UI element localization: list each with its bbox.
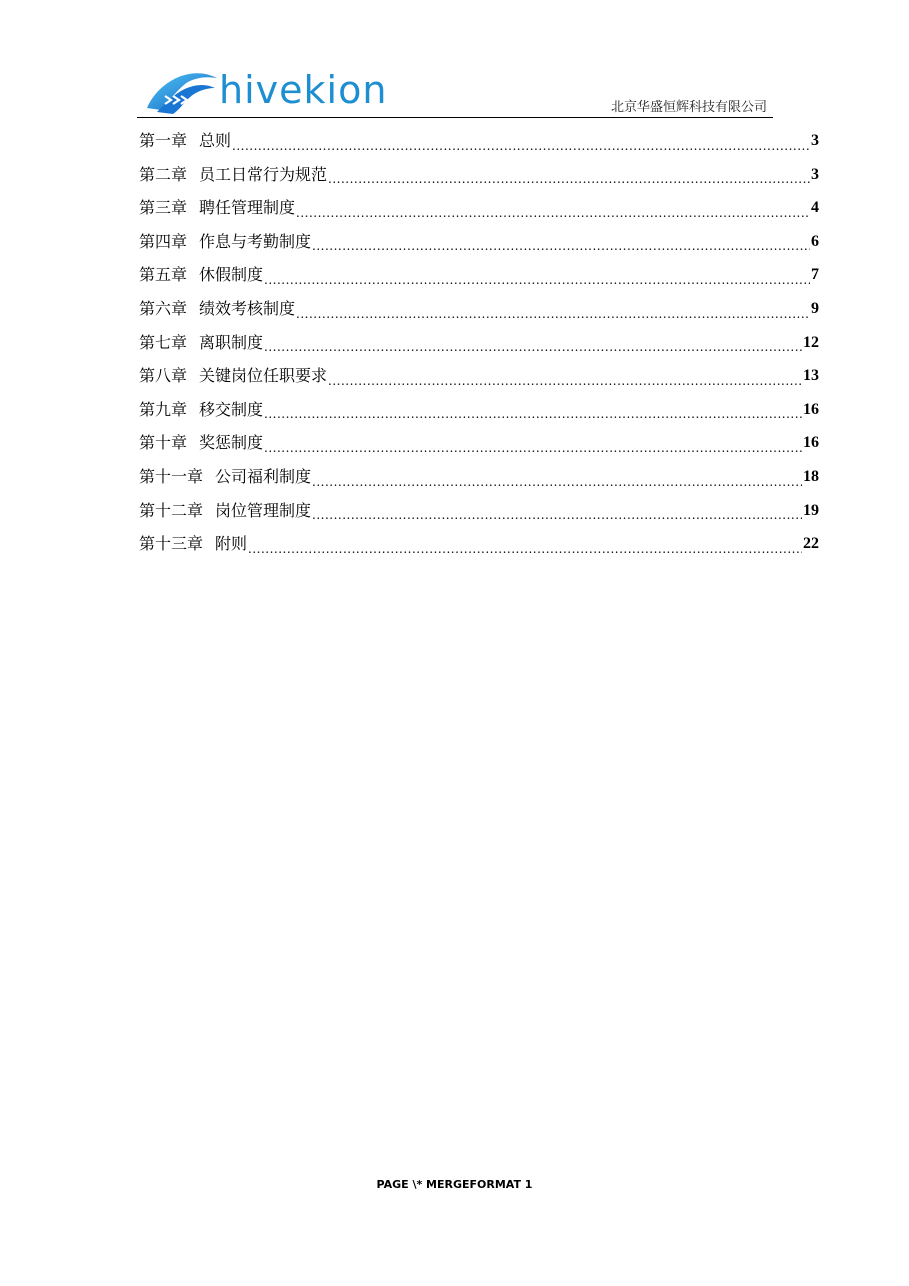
toc-entry[interactable]: [139, 292, 819, 326]
page-header: [137, 58, 773, 120]
toc-chapter-number: 第五章: [139, 265, 188, 285]
toc-page-number: 9: [811, 299, 819, 317]
toc-entry[interactable]: [139, 426, 819, 460]
toc-page-number: 13: [803, 367, 819, 385]
toc-leader-dots: [296, 292, 810, 326]
toc-leader-dots: [296, 191, 810, 225]
toc-chapter-title: 员工日常行为规范: [199, 164, 328, 184]
toc-chapter-title: 岗位管理制度: [215, 500, 312, 520]
toc-entry[interactable]: [139, 191, 819, 225]
toc-chapter-title: 附则: [215, 534, 248, 554]
toc-chapter-number: 第一章: [139, 131, 188, 150]
toc-entry[interactable]: [139, 326, 819, 360]
toc-chapter-title: 奖惩制度: [199, 433, 264, 453]
toc-chapter-number: 第七章: [139, 332, 188, 352]
toc-leader-dots: [264, 393, 802, 427]
toc-chapter-number: 第十三章: [139, 534, 204, 554]
toc-page-number: 6: [811, 232, 819, 250]
wave-logo-icon: [143, 64, 223, 116]
toc-page-number: 16: [803, 434, 819, 452]
toc-chapter-number: 第八章: [139, 366, 188, 386]
toc-chapter-number: 第十一章: [139, 466, 204, 486]
toc-page-number: 19: [803, 501, 819, 519]
logo-wordmark: hivekion: [219, 68, 388, 112]
toc-chapter-title: 休假制度: [199, 265, 264, 285]
toc-page-number: 16: [803, 400, 819, 418]
toc-chapter-number: 第六章: [139, 298, 188, 318]
toc-chapter-title: 作息与考勤制度: [199, 231, 312, 251]
toc-leader-dots: [328, 158, 810, 192]
toc-chapter-title: 聘任管理制度: [199, 198, 296, 218]
toc-entry[interactable]: [139, 460, 819, 494]
toc-page-number: 12: [803, 333, 819, 351]
toc-chapter-title: 绩效考核制度: [199, 298, 296, 318]
toc-chapter-title: 关键岗位任职要求: [199, 366, 328, 386]
toc-page-number: 3: [811, 165, 819, 183]
toc-leader-dots: [264, 258, 810, 292]
toc-leader-dots: [328, 359, 802, 393]
toc-entry[interactable]: [139, 225, 819, 259]
toc-chapter-title: 公司福利制度: [215, 466, 312, 486]
toc-leader-dots: [312, 460, 802, 494]
toc-leader-dots: [248, 527, 802, 561]
toc-entry[interactable]: [139, 527, 819, 561]
toc-chapter-number: 第十章: [139, 433, 188, 453]
page-footer: PAGE \* MERGEFORMAT 1: [376, 1178, 533, 1191]
toc-leader-dots: [312, 225, 810, 259]
toc-chapter-number: 第十二章: [139, 500, 204, 520]
header-divider: [137, 117, 773, 118]
company-name: 北京华盛恒辉科技有限公司: [610, 100, 767, 115]
toc-leader-dots: [312, 494, 802, 528]
toc-entry[interactable]: [139, 124, 819, 158]
toc-entry[interactable]: [139, 258, 819, 292]
toc-page-number: 22: [803, 535, 819, 553]
toc-leader-dots: [264, 426, 802, 460]
toc-chapter-title: 总则: [199, 131, 232, 150]
toc-leader-dots: [232, 124, 810, 158]
toc-chapter-number: 第九章: [139, 399, 188, 419]
toc-page-number: 18: [803, 467, 819, 485]
toc-chapter-title: 离职制度: [199, 332, 264, 352]
toc-entry[interactable]: [139, 158, 819, 192]
toc-chapter-number: 第二章: [139, 164, 188, 184]
toc-page-number: 7: [811, 266, 819, 284]
toc-entry[interactable]: [139, 393, 819, 427]
toc-leader-dots: [264, 326, 802, 360]
toc-entry[interactable]: [139, 359, 819, 393]
toc-page-number: 4: [811, 199, 819, 217]
company-logo: [143, 64, 393, 116]
toc-chapter-number: 第四章: [139, 231, 188, 251]
table-of-contents: [139, 124, 819, 561]
toc-entry[interactable]: [139, 494, 819, 528]
toc-chapter-number: 第三章: [139, 198, 188, 218]
toc-page-number: 3: [811, 132, 819, 149]
toc-chapter-title: 移交制度: [199, 399, 264, 419]
